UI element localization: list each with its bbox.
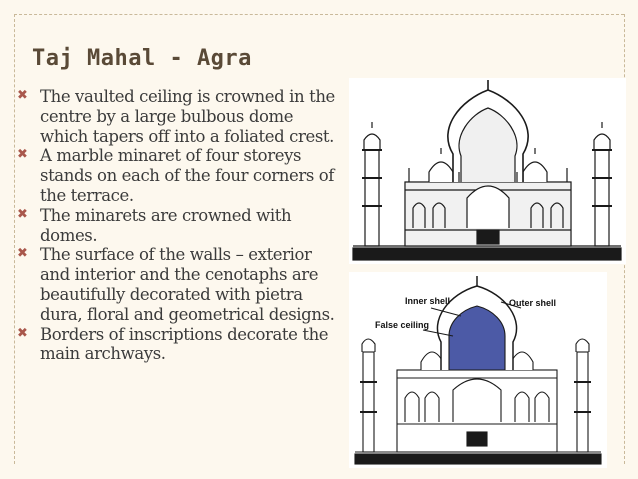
bullet-text: The vaulted ceiling is crowned in the centre by a large bulbous dome which tapers off into a foliated crest. [40, 87, 335, 146]
slide-title: Taj Mahal - Agra [32, 46, 252, 71]
cross-bullet-icon: ✖ [17, 246, 28, 262]
bullet-item [14, 87, 344, 146]
bullet-text: A marble minaret of four storeys stands on each of the four corners of the terrace. [40, 146, 335, 205]
cross-bullet-icon: ✖ [17, 88, 28, 103]
cross-bullet-icon: ✖ [17, 206, 28, 222]
bullet-item [14, 245, 344, 324]
bullet-text: Borders of inscriptions decorate the main archways. [40, 324, 329, 364]
inner-shell-label: Inner shell [405, 296, 451, 306]
cross-bullet-icon: ✖ [17, 325, 28, 341]
bullet-text: The surface of the walls – exterior and interior and the cenotaphs are beautifully decorated with pietra dura, floral and geometrical designs. [40, 245, 335, 324]
bullet-item [14, 206, 344, 246]
taj-mahal-section-illustration [349, 78, 626, 264]
bullet-item [14, 146, 344, 205]
taj-mahal-section-drawing [349, 78, 626, 264]
bullet-list [14, 87, 344, 364]
slide-border-top [14, 14, 624, 15]
double-dome-illustration [349, 272, 607, 468]
outer-shell-label: Outer shell [509, 298, 557, 308]
bullet-text: The minarets are crowned with domes. [40, 205, 292, 245]
double-dome-diagram [349, 272, 607, 468]
cross-bullet-icon: ✖ [17, 147, 28, 163]
bullet-item [14, 325, 344, 365]
false-ceiling-label: False ceiling [375, 320, 430, 330]
